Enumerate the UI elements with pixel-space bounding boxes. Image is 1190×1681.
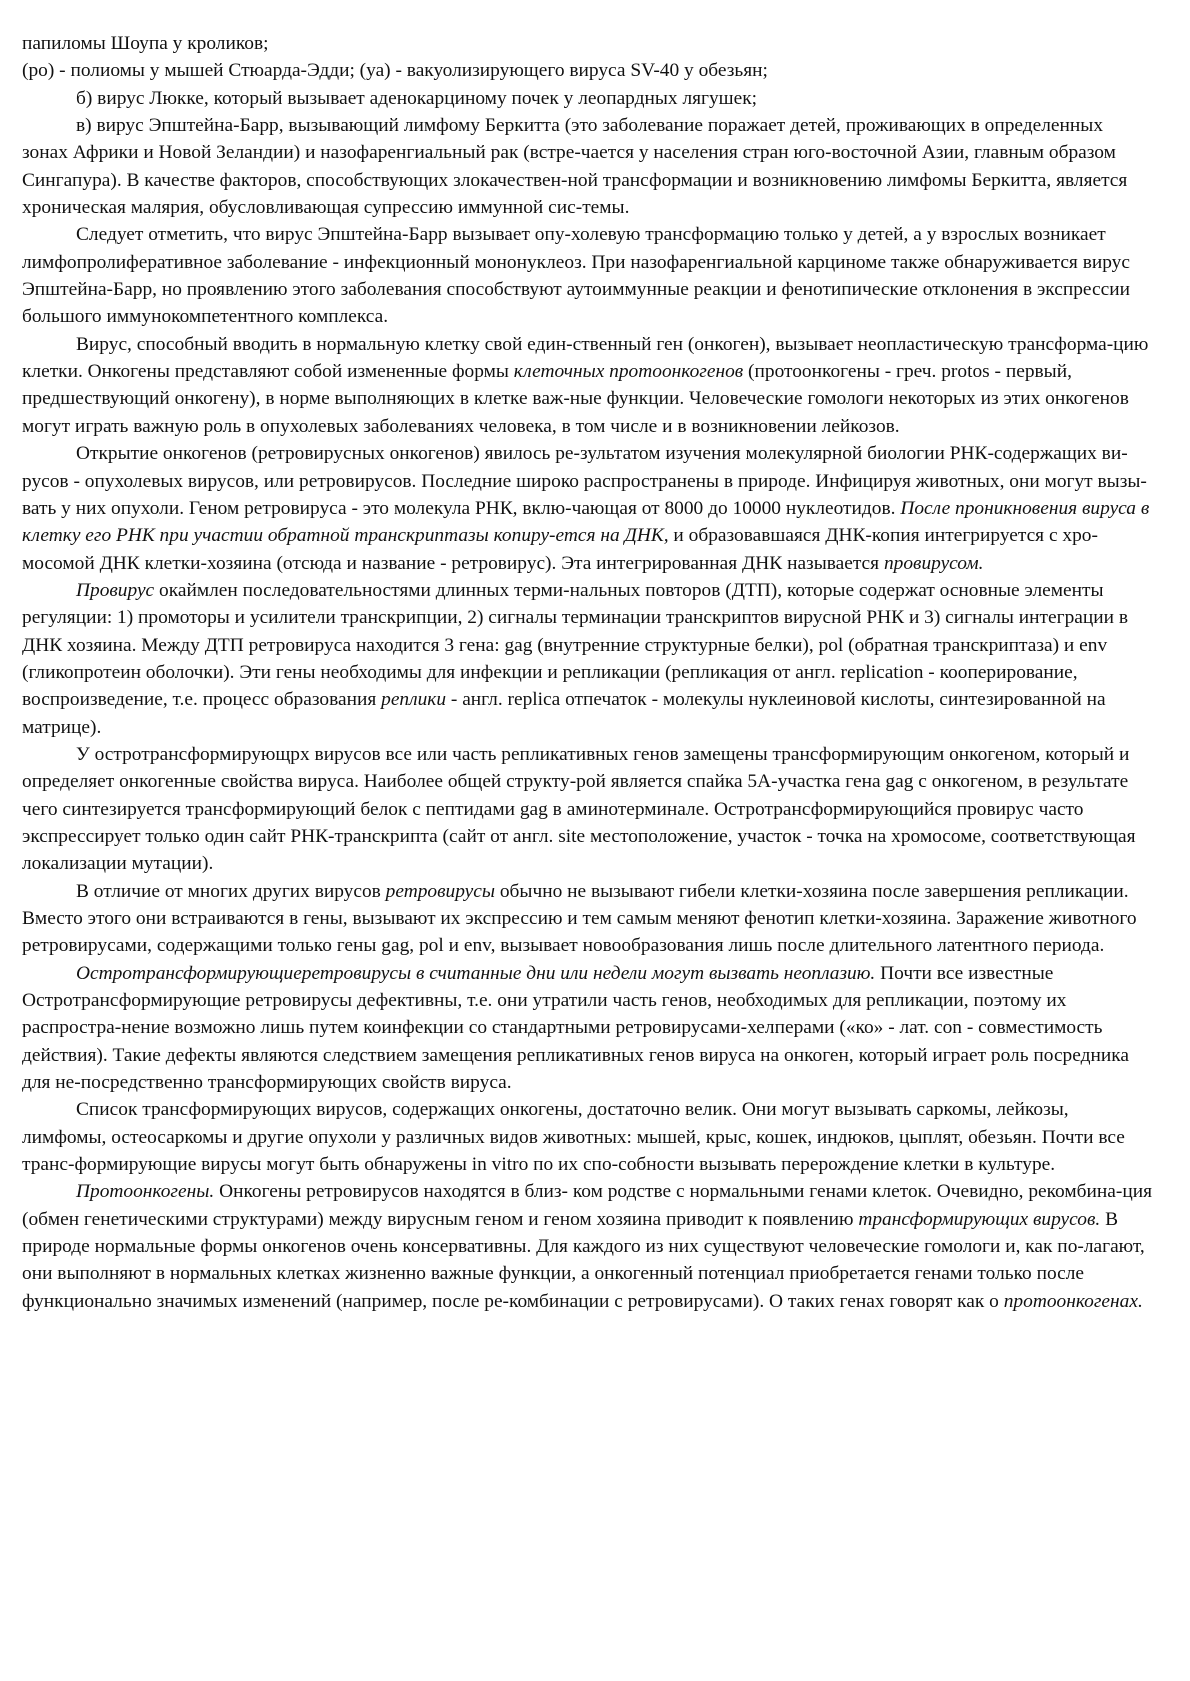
italic-term: провирусом. <box>883 552 984 574</box>
paragraph-2 <box>22 85 1152 112</box>
paragraph-12 <box>22 1178 1152 1315</box>
text-run: Почти все известные Остротрансформирующие ретровирусы дефективны, т.е. они утратили часть генов, необходимых для репликации, поэтому их распростра-нение возможно лишь путем коинфекции со стандартными ретровирусами-хелперами («ко» - лат. con - совместимость действия). Такие дефекты являются следствием замещения репликативных генов вируса на онкоген, который играет роль посредника для не-посредственно трансформирующих свойств вируса. <box>22 962 1129 1094</box>
paragraph-11 <box>22 1096 1152 1178</box>
paragraph-7 <box>22 577 1152 741</box>
italic-term: клеточных протоонкогенов <box>513 361 744 383</box>
text-run: обычно не вызывают гибели клетки-хозяина после завершения репликации. Вместо этого они встраиваются в гены, вызывают их экспрессию и тем самым меняют фенотип клетки-хозяина. Заражение животного ретровирусами, содержащими только гены gag, pol и env, вызывает новообразования лишь после длительного латентного периода. <box>22 880 1137 957</box>
paragraph-1 <box>22 57 1152 84</box>
paragraph-6 <box>22 440 1152 577</box>
paragraph-4 <box>22 221 1152 330</box>
text-run: У остротрансформирующрх вирусов все или часть репликативных генов замещены трансформирующим онкогеном, который и определяет онкогенные свойства вируса. Наиболее общей структу-рой является спайка 5А-участка гена gag с онкогеном, в результате чего синтезируется трансформирующий белок с пептидами gag в аминотерминале. Остротрансформирующийся провирус часто экспрессирует только один сайт РНК-транскрипта (сайт от англ. site местоположение, участок - точка на хромосоме, соответствующая локализации мутации). <box>22 743 1136 875</box>
text-run: Следует отметить, что вирус Эпштейна-Барр вызывает опу-холевую трансформацию только у детей, а у взрослых возникает лимфопролиферативное заболевание - инфекционный мононуклеоз. При назофаренгиальной карциноме также обнаруживается вирус Эпштейна-Барр, но проявлению этого заболевания способствуют аутоиммунные реакции и фенотипические отклонения в экспрессии большого иммунокомпетентного комплекса. <box>22 224 1130 328</box>
text-run: Открытие онкогенов (ретровирусных онкогенов) явилось ре-зультатом изучения молекулярной биологии РНК-содержащих ви-русов - опухолевых вирусов, или ретровирусов. Последние широко распространены в природе. Инфицируя животных, они могут вызы-вать у них опухоли. Геном ретровируса - это молекула РНК, вклю-чающая от 8000 до 10000 нуклеотидов. <box>22 443 1147 519</box>
text-run: Онкогены ретровирусов находятся в близ- ком родстве с нормальными генами клеток. Очевидно, рекомбина-ция (обмен генетическими структурами) между вирусным геном и геном хозяина приводит к появлению <box>22 1181 1153 1230</box>
paragraph-0 <box>22 30 1152 57</box>
text-run: папиломы Шоупа у кроликов; <box>22 33 269 54</box>
paragraph-9 <box>22 878 1152 960</box>
italic-term: трансформирующих вирусов. <box>858 1208 1101 1230</box>
italic-term: протоонкогенах. <box>1003 1290 1143 1312</box>
italic-term: Остротрансформирующиеретровирусы в считанные дни или недели могут вызвать неоплазию. <box>76 962 876 984</box>
italic-term: ретровирусы <box>385 880 496 902</box>
text-run: (протоонкогены - греч. protos - первый, предшествующий онкогену), в норме выполняющих в клетке важ-ные функции. Человеческие гомологи некоторых из этих онкогенов могут играть важную роль в опухолевых заболеваниях человека, в том числе и в возникновении лейкозов. <box>22 361 1129 437</box>
text-run: в) вирус Эпштейна-Барр, вызывающий лимфому Беркитта (это заболевание поражает детей, проживающих в определенных зонах Африки и Новой Зеландии) и назофаренгиальный рак (встре-чается у населения стран юго-восточной Азии, главным образом Сингапура). В качестве факторов, способствующих злокачествен-ной трансформации и возникновению лимфомы Беркитта, является хроническая малярия, обусловливающая супрессию иммунной сис-темы. <box>22 115 1128 219</box>
italic-term: После проникновения вируса в клетку его РНК при участии обратной транскриптазы копиру-ется на ДНК, <box>22 497 1150 547</box>
text-run: и образовавшаяся ДНК-копия интегрируется с хро-мосомой ДНК клетки-хозяина (отсюда и название - ретровирус). Эта интегрированная ДНК называется <box>22 525 1098 574</box>
paragraph-10 <box>22 960 1152 1097</box>
text-run: В отличие от многих других вирусов <box>76 880 386 902</box>
text-run: В природе нормальные формы онкогенов очень консервативны. Для каждого из них существуют человеческие гомологи и, как по-лагают, они выполняют в нормальных клетках жизненно важные функции, а онкогенный потенциал приобретается генами только после функционально значимых изменений (например, после ре-комбинации с ретровирусами). О таких генах говорят как о <box>22 1208 1145 1312</box>
italic-term: реплики <box>381 689 447 711</box>
paragraph-5 <box>22 331 1152 440</box>
italic-term: Провирус <box>76 579 155 601</box>
italic-term: Протоонкогены. <box>76 1181 215 1203</box>
text-run: б) вирус Люкке, который вызывает аденокарциному почек у леопардных лягушек; <box>76 87 758 109</box>
paragraph-8 <box>22 741 1152 878</box>
paragraph-3 <box>22 112 1152 221</box>
text-run: Вирус, способный вводить в нормальную клетку свой един-ственный ген (онкоген), вызывает неопластическую трансформа-цию клетки. Онкогены представляют собой измененные формы <box>22 333 1149 383</box>
text-run: (ро) - полиомы у мышей Стюарда-Эдди; (уа) - вакуолизирующего вируса SV-40 у обезьян; <box>22 60 768 82</box>
text-run: - англ. replica отпечаток - молекулы нуклеиновой кислоты, синтезированной на матрице). <box>22 689 1106 738</box>
text-run: окаймлен последовательностями длинных терми-нальных повторов (ДТП), которые содержат основные элементы регуляции: 1) промоторы и усилители транскрипции, 2) сигналы терминации транскриптов вирусной РНК и 3) сигналы интеграции в ДНК хозяина. Между ДТП ретровируса находится 3 гена: gag (внутренние структурные белки), pol (обратная транскриптаза) и env (гликопротеин оболочки). Эти гены необходимы для инфекции и репликации (репликация от англ. replication - кооперирование, воспроизведение, т.е. процесс образования <box>22 579 1129 711</box>
text-run: Список трансформирующих вирусов, содержащих онкогены, достаточно велик. Они могут вызывать саркомы, лейкозы, лимфомы, остеосаркомы и другие опухоли у различных видов животных: мышей, крыс, кошек, индюков, цыплят, обезьян. Почти все транс-формирующие вирусы могут быть обнаружены in vitro по их спо-собности вызывать перерождение клетки в культуре. <box>22 1099 1125 1176</box>
